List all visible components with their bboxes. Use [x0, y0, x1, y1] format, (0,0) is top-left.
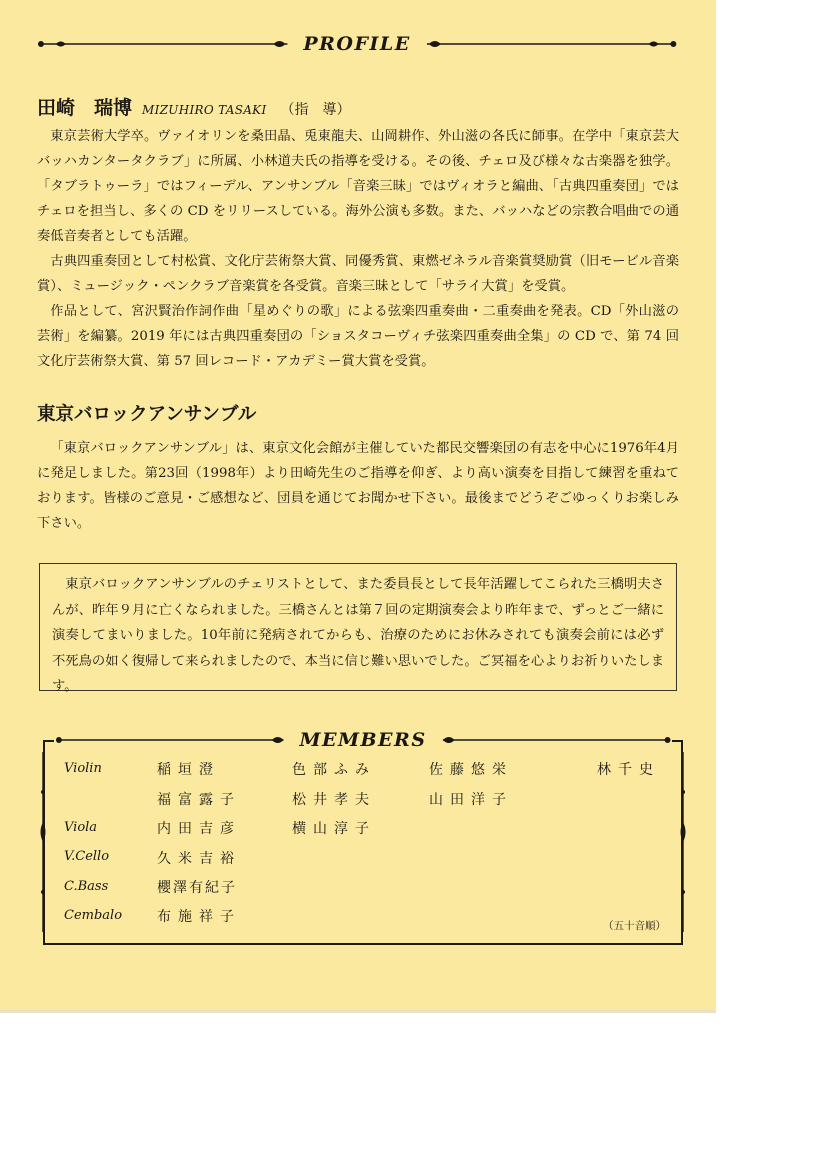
- member-name: 林千史: [597, 762, 660, 778]
- member-name: 佐藤悠栄: [429, 762, 513, 778]
- order-note: （五十音順）: [603, 920, 666, 932]
- member-name: 福富露子: [157, 792, 241, 808]
- member-name: 内田吉彦: [157, 821, 241, 837]
- frame-ornament-left: [38, 752, 48, 932]
- profile-heading: PROFILE: [303, 33, 411, 55]
- profile-paragraph: 東京芸術大学卒。ヴァイオリンを桑田晶、兎東龍夫、山岡耕作、外山滋の各氏に師事。在学中「東京芸大バッハカンタータクラブ」に所属、小林道夫氏の指導を受ける。その後、チェロ及び様々な古楽器を独学。「タブラトゥーラ」ではフィーデル、アンサンブル「音楽三昧」ではヴィオラと編曲、「古典四重奏団」ではチェロを担当し、多くの CD をリリースしている。海外公演も多数。また、バッハなどの宗教合唱曲での通奏低音奏者としても活躍。: [37, 129, 679, 244]
- member-name: 山田洋子: [429, 792, 513, 808]
- ensemble-body: [37, 436, 679, 536]
- members-heading-row: [54, 725, 672, 755]
- member-name: 布施祥子: [157, 909, 241, 925]
- notice-paragraph: 東京バロックアンサンブルのチェリストとして、また委員長として長年活躍してこられた三橋明夫さんが、昨年９月に亡くなられました。三橋さんとは第７回の定期演奏会より昨年まで、ずっとご一緒に演奏してまいりました。10年前に発病されてからも、治療のためにお休みされても演奏会前には必ず不死鳥の如く復帰して来られましたので、本当に信じ難い思いでした。ご冥福を心よりお祈りいたします。: [52, 577, 664, 694]
- conductor-romaji: MIZUHIRO TASAKI: [142, 103, 267, 117]
- part-label-violin: Violin: [64, 761, 102, 776]
- profile-paragraph: 古典四重奏団として村松賞、文化庁芸術祭大賞、同優秀賞、東燃ゼネラル音楽賞奨励賞（旧モービル音楽賞）、ミュージック・ペンクラブ音楽賞を各受賞。音楽三昧として「サライ大賞」を受賞。: [37, 254, 679, 294]
- member-name: 横山淳子: [292, 821, 376, 837]
- profile-paragraph: 作品として、宮沢賢治作詞作曲「星めぐりの歌」による弦楽四重奏曲・二重奏曲を発表。CD「外山滋の芸術」を編纂。2019 年には古典四重奏団の「ショスタコーヴィチ弦楽四重奏曲全集」の CD で、第 74 回文化庁芸術祭大賞、第 57 回レコード・アカデミー賞大賞を受賞。: [37, 304, 679, 369]
- page-edge: [0, 1010, 716, 1013]
- member-name: 色部ふみ: [292, 762, 376, 778]
- ensemble-paragraph: 「東京バロックアンサンブル」は、東京文化会館が主催していた都民交響楽団の有志を中心に1976年4月に発足しました。第23回（1998年）より田崎先生のご指導を仰ぎ、より高い演奏を目指して練習を重ねております。皆様のご意見・ご感想など、団員を通じてお聞かせ下さい。最後までどうぞごゆっくりお楽しみ下さい。: [37, 441, 679, 531]
- ensemble-title: 東京バロックアンサンブル: [37, 404, 257, 425]
- members-heading: MEMBERS: [289, 729, 436, 751]
- conductor-name-line: [37, 93, 677, 120]
- part-label-bass: C.Bass: [64, 879, 109, 894]
- part-label-viola: Viola: [64, 820, 98, 835]
- conductor-name: 田崎 瑞博: [37, 97, 133, 119]
- conductor-role: （指 導）: [280, 102, 351, 118]
- ornament-left: [54, 734, 289, 746]
- profile-body: [37, 124, 679, 374]
- member-name: 櫻澤有紀子: [157, 880, 237, 896]
- ornament-left: [36, 38, 293, 50]
- member-name: 稲垣澄: [157, 762, 220, 778]
- profile-heading-row: [36, 30, 678, 58]
- memorial-notice: [39, 563, 677, 694]
- member-name: 久米吉裕: [157, 851, 241, 867]
- part-label-cello: V.Cello: [64, 849, 110, 864]
- ornament-right: [421, 38, 678, 50]
- member-name: 松井孝夫: [292, 792, 376, 808]
- part-label-cembalo: Cembalo: [64, 908, 123, 923]
- ornament-right: [437, 734, 672, 746]
- frame-ornament-right: [678, 752, 688, 932]
